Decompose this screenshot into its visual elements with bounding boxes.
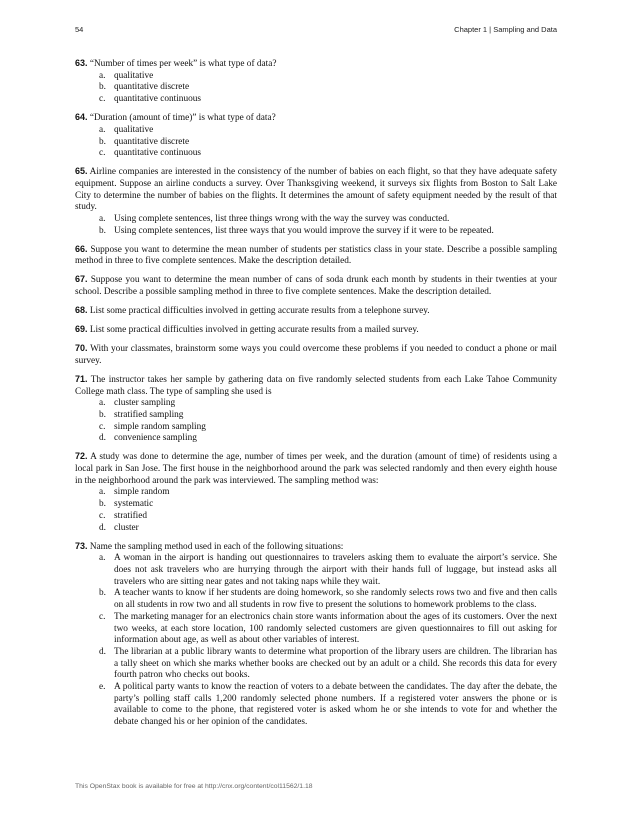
option-label: e. bbox=[99, 682, 106, 693]
question-prompt: Suppose you want to determine the mean number of students per statistics class in your state. Describe a possible sampling method in three to five complete sentences. Make the description detailed. bbox=[75, 244, 557, 267]
question-number: 65. bbox=[75, 166, 88, 177]
question-number: 73. bbox=[75, 540, 88, 551]
question-prompt: The instructor takes her sample by gathering data on five randomly selected students from each Lake Tahoe Community College math class. The type of sampling she used is bbox=[75, 374, 557, 397]
answer-option bbox=[75, 214, 557, 226]
question-block bbox=[75, 58, 557, 106]
answer-option bbox=[75, 682, 557, 729]
answer-options bbox=[75, 398, 557, 445]
answer-option bbox=[75, 433, 557, 445]
question-prompt: List some practical difficulties involved in getting accurate results from a telephone survey. bbox=[89, 306, 430, 317]
question-text bbox=[75, 166, 557, 214]
question-prompt: “Duration (amount of time)” is what type of data? bbox=[89, 113, 276, 124]
question-number: 64. bbox=[75, 112, 88, 123]
option-label: b. bbox=[99, 225, 106, 236]
answer-options bbox=[75, 71, 557, 106]
question-text bbox=[75, 324, 557, 337]
option-text: stratified bbox=[114, 510, 148, 521]
answer-options bbox=[75, 553, 557, 729]
answer-option bbox=[75, 125, 557, 137]
option-text: convenience sampling bbox=[114, 433, 197, 444]
option-label: a. bbox=[99, 124, 106, 135]
answer-options bbox=[75, 487, 557, 534]
question-block bbox=[75, 166, 557, 237]
option-label: d. bbox=[99, 433, 106, 444]
question-number: 67. bbox=[75, 274, 88, 285]
answer-option bbox=[75, 647, 557, 682]
option-label: a. bbox=[99, 214, 106, 225]
question-prompt: Airline companies are interested in the consistency of the number of babies on each flight, so that they have adequate safety equipment. Suppose an airline conducts a survey. Over Thanksgiving weekend, it surveys six flights from Boston to Salt Lake City to determine the number of babies on the flights. It determines the amount of safety equipment needed by the result of that study. bbox=[75, 167, 557, 213]
option-label: c. bbox=[99, 510, 106, 521]
option-label: b. bbox=[99, 82, 106, 93]
question-number: 72. bbox=[75, 451, 88, 462]
option-text: A political party wants to know the reaction of voters to a debate between the candidates. The day after the debate, the party’s polling staff calls 1,200 randomly selected phone numbers. If a registered voter answers the phone or is available to come to the phone, that registered voter is asked whom he or she intends to vote for and whether the debate changed his or her opinion of the candidates. bbox=[114, 682, 557, 728]
option-text: Using complete sentences, list three ways that you would improve the survey if it were to be repeated. bbox=[114, 225, 494, 236]
option-text: stratified sampling bbox=[114, 409, 184, 420]
answer-option bbox=[75, 94, 557, 106]
question-prompt: “Number of times per week” is what type of data? bbox=[89, 59, 277, 69]
option-label: b. bbox=[99, 499, 106, 510]
option-label: c. bbox=[99, 148, 106, 159]
question-block bbox=[75, 374, 557, 445]
option-text: systematic bbox=[114, 499, 154, 510]
question-block bbox=[75, 244, 557, 268]
answer-option bbox=[75, 82, 557, 94]
answer-option bbox=[75, 612, 557, 647]
question-text bbox=[75, 274, 557, 298]
question-number: 69. bbox=[75, 324, 88, 335]
option-text: qualitative bbox=[114, 70, 154, 81]
answer-options bbox=[75, 125, 557, 160]
question-text bbox=[75, 244, 557, 268]
page-footer: This OpenStax book is available for free at http://cnx.org/content/col11562/1.18 bbox=[75, 783, 313, 790]
option-text: cluster bbox=[114, 522, 139, 533]
option-label: c. bbox=[99, 94, 106, 105]
option-text: A woman in the airport is handing out questionnaires to travelers asking them to evaluate the airport’s service. She does not ask travelers who are hurrying through the airport with their hands full of luggage, but instead asks all travelers who are sitting near gates and not taking naps while they wait. bbox=[114, 553, 557, 587]
option-text: quantitative discrete bbox=[114, 82, 190, 93]
option-label: b. bbox=[99, 409, 106, 420]
option-text: quantitative discrete bbox=[114, 136, 190, 147]
question-text bbox=[75, 58, 557, 71]
question-number: 71. bbox=[75, 373, 88, 384]
page-number: 54 bbox=[75, 25, 84, 34]
option-label: a. bbox=[99, 487, 106, 498]
option-text: quantitative continuous bbox=[114, 94, 202, 105]
question-text bbox=[75, 374, 557, 398]
option-label: d. bbox=[99, 522, 106, 533]
option-text: The librarian at a public library wants to determine what proportion of the library users are children. The librarian has a tally sheet on which she marks whether books are checked out by an adult or a child. She records this data for every fourth patron who checks out books. bbox=[114, 646, 557, 681]
question-prompt: With your classmates, brainstorm some ways you could overcome these problems if you needed to conduct a phone or mail survey. bbox=[75, 344, 557, 366]
option-text: cluster sampling bbox=[114, 398, 176, 409]
answer-option bbox=[75, 511, 557, 523]
question-prompt: Name the sampling method used in each of the following situations: bbox=[89, 541, 344, 552]
option-text: Using complete sentences, list three things wrong with the way the survey was conducted. bbox=[114, 214, 450, 225]
exercise-list bbox=[75, 58, 557, 735]
answer-options bbox=[75, 214, 557, 237]
option-text: A teacher wants to know if her students are doing homework, so she randomly selects rows two and five and then calls on all students in row two and all students in row five to present the solutions to homework problems to the class. bbox=[114, 588, 557, 611]
answer-option bbox=[75, 588, 557, 611]
option-text: simple random sampling bbox=[114, 421, 206, 432]
question-number: 68. bbox=[75, 305, 88, 316]
question-block bbox=[75, 112, 557, 160]
answer-option bbox=[75, 148, 557, 160]
question-block bbox=[75, 451, 557, 534]
answer-option bbox=[75, 71, 557, 83]
chapter-header: Chapter 1 | Sampling and Data bbox=[454, 25, 557, 34]
question-text bbox=[75, 305, 557, 318]
option-text: qualitative bbox=[114, 124, 154, 135]
option-text: The marketing manager for an electronics chain store wants information about the ages of its customers. Over the next two weeks, at each store location, 100 randomly selected customers are given questionnaires to fill out asking for information about age, as well as about other variables of interest. bbox=[114, 611, 557, 646]
question-number: 63. bbox=[75, 58, 88, 68]
question-prompt: Suppose you want to determine the mean number of cans of soda drunk each month by students in their twenties at your school. Describe a possible sampling method in three to five complete sentences. Make the description detailed. bbox=[75, 275, 557, 298]
option-label: b. bbox=[99, 588, 106, 599]
option-text: quantitative continuous bbox=[114, 148, 202, 159]
answer-option bbox=[75, 137, 557, 149]
option-text: simple random bbox=[114, 487, 170, 498]
question-block bbox=[75, 541, 557, 729]
question-text bbox=[75, 451, 557, 487]
option-label: c. bbox=[99, 421, 106, 432]
question-block bbox=[75, 274, 557, 298]
question-text bbox=[75, 541, 557, 554]
answer-option bbox=[75, 422, 557, 434]
option-label: c. bbox=[99, 611, 106, 622]
answer-option bbox=[75, 226, 557, 238]
option-label: a. bbox=[99, 398, 106, 409]
question-block bbox=[75, 324, 557, 337]
answer-option bbox=[75, 487, 557, 499]
option-label: b. bbox=[99, 136, 106, 147]
question-prompt: List some practical difficulties involved in getting accurate results from a mailed survey. bbox=[89, 325, 419, 336]
answer-option bbox=[75, 398, 557, 410]
answer-option bbox=[75, 523, 557, 535]
question-number: 70. bbox=[75, 343, 88, 354]
question-block bbox=[75, 305, 557, 318]
question-prompt: A study was done to determine the age, number of times per week, and the duration (amount of time) of residents using a local park in San Jose. The first house in the neighborhood around the park was selected randomly and then every eighth house in the neighborhood around the park was interviewed. The sampling method was: bbox=[75, 452, 558, 486]
question-text bbox=[75, 112, 557, 125]
answer-option bbox=[75, 553, 557, 588]
question-number: 66. bbox=[75, 243, 88, 254]
option-label: a. bbox=[99, 553, 106, 564]
option-label: a. bbox=[99, 70, 106, 81]
option-label: d. bbox=[99, 646, 106, 657]
answer-option bbox=[75, 499, 557, 511]
question-block bbox=[75, 343, 557, 367]
question-text bbox=[75, 343, 557, 367]
answer-option bbox=[75, 410, 557, 422]
